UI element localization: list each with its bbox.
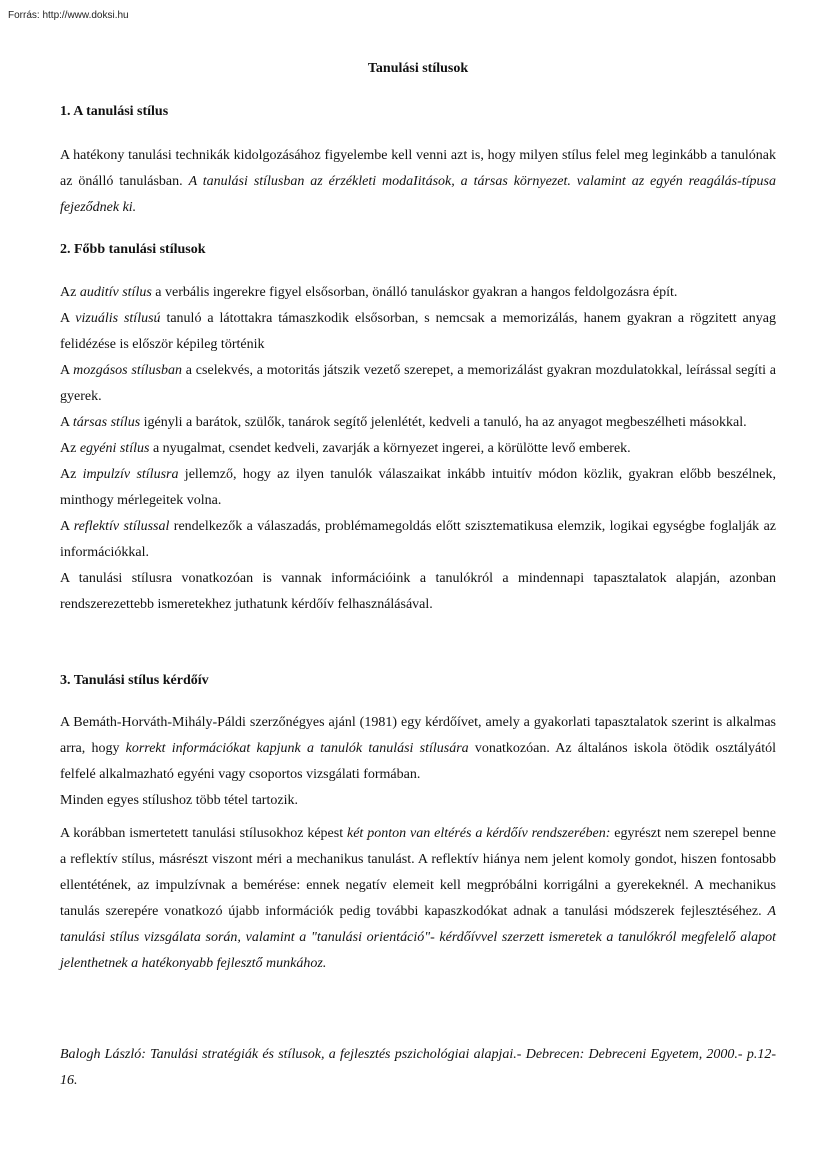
text-run: tanuló a látottakra támaszkodik elsősorban, s nemcsak a memorizálás, hanem gyakran a rögzitett anyag felidézése is először képileg történik xyxy=(60,311,776,352)
text-run: rendelkezők a válaszadás, problémamegoldás előtt szisztematikusa elemzik, logikai egységbe foglalják az információkkal. xyxy=(60,519,777,560)
citation xyxy=(60,1042,776,1094)
visual-style-paragraph xyxy=(60,306,776,358)
questionnaire-intro-paragraph: A tanulási stílusra vonatkozóan is vannak információink a tanulókról a mindennapi tapasztalatok alapján, azonban rendszerezettebb ismeretekhez juthatunk kérdőív felhasználásával. xyxy=(60,571,776,612)
text-run: vonatkozóan. Az általános iskola ötödik osztályától felfelé alkalmazható egyéni vagy csoportos vizsgálati formában. xyxy=(60,741,776,782)
individual-style-paragraph xyxy=(60,436,776,462)
text-run: a verbális ingerekre figyel elsősorban, önálló tanuláskor gyakran a hangos feldolgozásra épít. xyxy=(151,285,678,300)
text-run: igényli a barátok, szülők, tanárok segítő jelenlétét, kedveli a tanuló, ha az anyagot megbeszélheti másokkal. xyxy=(140,415,747,430)
italic-run: két ponton van eltérés a kérdőív rendszerében: xyxy=(347,826,611,841)
text-run: a cselekvés, a motoritás játszik vezető szerepet, a memorizálást gyakran mozdulatokkal, leírással segíti a gyerek. xyxy=(60,363,776,404)
italic-run: korrekt információkat kapjunk a tanulók tanulási stílusára xyxy=(125,741,469,756)
auditory-style-paragraph xyxy=(60,280,776,306)
term-auditory: auditív stílus xyxy=(79,285,152,300)
text-run: A xyxy=(60,363,74,378)
social-style-paragraph xyxy=(60,410,776,436)
text-run: A xyxy=(60,415,73,430)
section-1-body xyxy=(60,143,776,221)
citation-text: Balogh László: Tanulási stratégiák és stílusok, a fejlesztés pszichológiai alapjai.- Debrecen: Debreceni Egyetem, 2000.- p.12-16. xyxy=(60,1047,776,1088)
impulsive-style-paragraph xyxy=(60,462,776,514)
page-title: Tanulási stílusok xyxy=(367,61,469,76)
source-note: Forrás: http://www.doksi.hu xyxy=(8,10,129,21)
text-run: Az xyxy=(60,441,80,456)
section-3-heading: 3. Tanulási stílus kérdőív xyxy=(60,673,209,688)
kinesthetic-style-paragraph xyxy=(60,358,776,410)
text-run: A korábban ismertetett tanulási stílusokhoz képest xyxy=(60,826,347,841)
text-run: A xyxy=(60,311,76,326)
term-individual: egyéni stílus xyxy=(79,441,150,456)
text-run: Az xyxy=(60,467,83,482)
text-run: A xyxy=(60,519,74,534)
term-visual: vizuális stílusú xyxy=(75,311,161,326)
section-3-body-continued xyxy=(60,821,776,977)
section-2-body xyxy=(60,280,776,618)
citation-block xyxy=(60,1042,776,1094)
section-3-body xyxy=(60,710,776,814)
italic-run: A tanulási stílus vizsgálata során, valamint a "tanulási orientáció"- kérdőívvel szerzett ismeretek a tanulókról megfelelő alapot jelenthetnek a hatékonyabb fejlesztő munkához. xyxy=(60,904,776,971)
text-run: Az xyxy=(60,285,80,300)
text-run: A Bemáth-Horváth-Mihály-Páldi szerzőnégyes ajánl (1981) egy kérdőívet, amely a gyakorlati tapasztalatok szerint is alkalmas arra, hogy xyxy=(60,715,776,756)
text-run: jellemző, hogy az ilyen tanulók válaszaikat inkább intuitív módon közlik, gyakran előbb beszélnek, minthogy mérlegeitek volna. xyxy=(60,467,776,508)
text-run: a nyugalmat, csendet kedveli, zavarják a környezet ingerei, a körülötte levő emberek. xyxy=(149,441,631,456)
items-paragraph: Minden egyes stílushoz több tétel tartozik. xyxy=(60,793,298,808)
term-reflective: reflektív stílussal xyxy=(73,519,170,534)
section-1-text: A hatékony tanulási technikák kidolgozásához figyelembe kell venni azt is, hogy milyen stílus felel meg leginkább a tanulónak az önálló tanulásban. xyxy=(60,148,776,189)
differences-paragraph xyxy=(60,821,776,977)
term-social: társas stílus xyxy=(72,415,141,430)
section-1-italic-text: A tanulási stílusban az érzékleti modaIitások, a társas környezet. valamint az egyén reagálás-típusa fejeződnek ki. xyxy=(60,174,776,215)
section-1-heading: 1. A tanulási stílus xyxy=(60,104,169,119)
section-1-paragraph xyxy=(60,143,776,221)
reflective-style-paragraph xyxy=(60,514,776,566)
term-impulsive: impulzív stílusra xyxy=(82,467,179,482)
section-2-heading: 2. Főbb tanulási stílusok xyxy=(60,242,206,257)
questionnaire-paragraph xyxy=(60,710,776,788)
text-run: egyrészt nem szerepel benne a reflektív stílus, másrészt viszont méri a mechanikus tanulást. A reflektív hiánya nem jelent komoly gondot, hiszen fontosabb ellentétének, az impulzívnak a bemérése: ennek negatív elemeit kell megpróbálni korrigálni a gyerekeknél. A mechanikus tanulás szerepére vonatkozó újabb információk pedig további kapaszkodókat adnak a tanulási módszerek fejlesztéséhez. xyxy=(60,826,776,919)
term-kinesthetic: mozgásos stílusban xyxy=(73,363,182,378)
